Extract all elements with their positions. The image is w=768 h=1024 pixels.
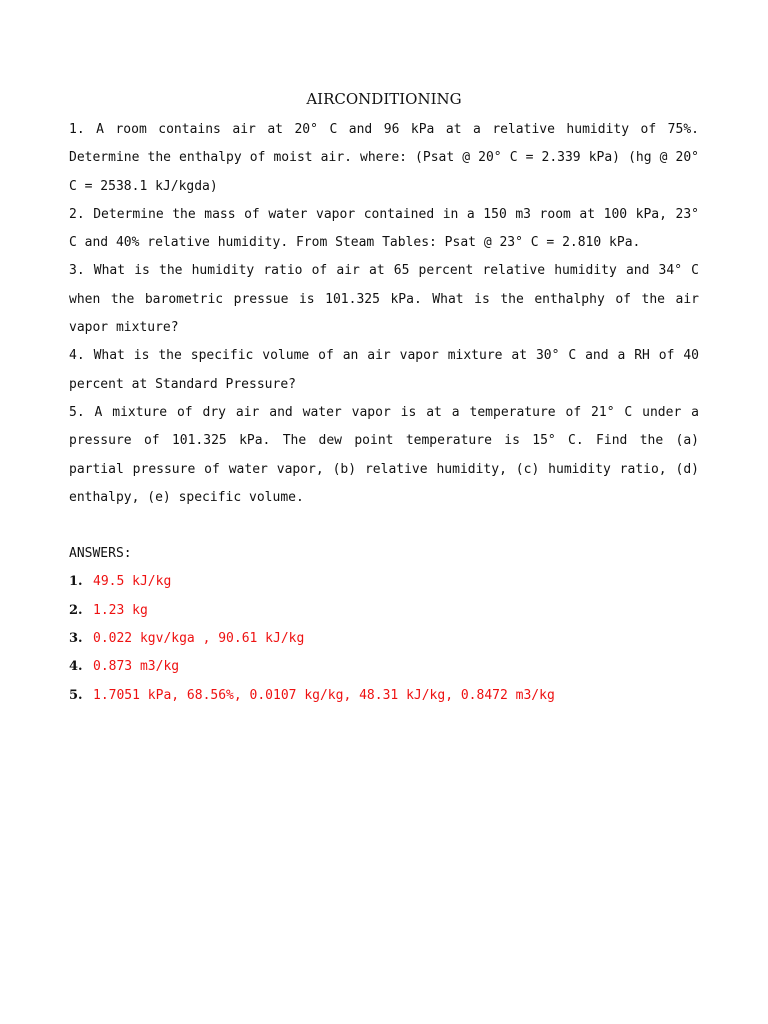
answer-number: 4.: [69, 659, 83, 675]
page-title: AIRCONDITIONING: [306, 90, 462, 108]
problem-2: 2. Determine the mass of water vapor contained in a 150 m3 room at 100 kPa, 23° C and 40% relative humidity. From Steam Tables: Psat @ 23° C = 2.810 kPa.: [69, 206, 699, 251]
answer-row-2: [69, 597, 699, 625]
answer-value: 0.873 m3/kg: [93, 659, 180, 675]
problem-4: 4. What is the specific volume of an air vapor mixture at 30° C and a RH of 40 percent at Standard Pressure?: [69, 348, 699, 392]
answer-number: 2.: [69, 602, 83, 618]
answer-row-5: [69, 682, 699, 710]
answer-value: 1.7051 kPa, 68.56%, 0.0107 kg/kg, 48.31 kJ/kg, 0.8472 m3/kg: [93, 687, 555, 703]
problem-5: 5. A mixture of dry air and water vapor is at a temperature of 21° C under a pressure of 101.325 kPa. The dew point temperature is 15° C. Find the (a) partial pressure of water vapor, (b) relative humidity, (c) humidity ratio, (d) enthalpy, (e) specific volume.: [69, 404, 699, 505]
answer-row-1: [69, 568, 699, 596]
answer-number: 3.: [69, 631, 83, 647]
problem-3: 3. What is the humidity ratio of air at 65 percent relative humidity and 34° C when the barometric pressue is 101.325 kPa. What is the enthalphy of the air vapor mixture?: [69, 263, 699, 336]
answer-value: 0.022 kgv/kga , 90.61 kJ/kg: [93, 631, 305, 647]
answer-value: 49.5 kJ/kg: [93, 574, 172, 590]
document-page: [69, 86, 699, 710]
answers-heading: ANSWERS:: [69, 546, 132, 562]
answer-row-3: [69, 625, 699, 653]
answer-row-4: [69, 653, 699, 681]
answer-number: 1.: [69, 574, 83, 590]
problem-1: 1. A room contains air at 20° C and 96 kPa at a relative humidity of 75%. Determine the enthalpy of moist air. where: (Psat @ 20° C = 2.339 kPa) (hg @ 20° C = 2538.1 kJ/kgda): [69, 122, 699, 194]
answer-value: 1.23 kg: [93, 602, 148, 618]
answer-number: 5.: [69, 687, 83, 703]
